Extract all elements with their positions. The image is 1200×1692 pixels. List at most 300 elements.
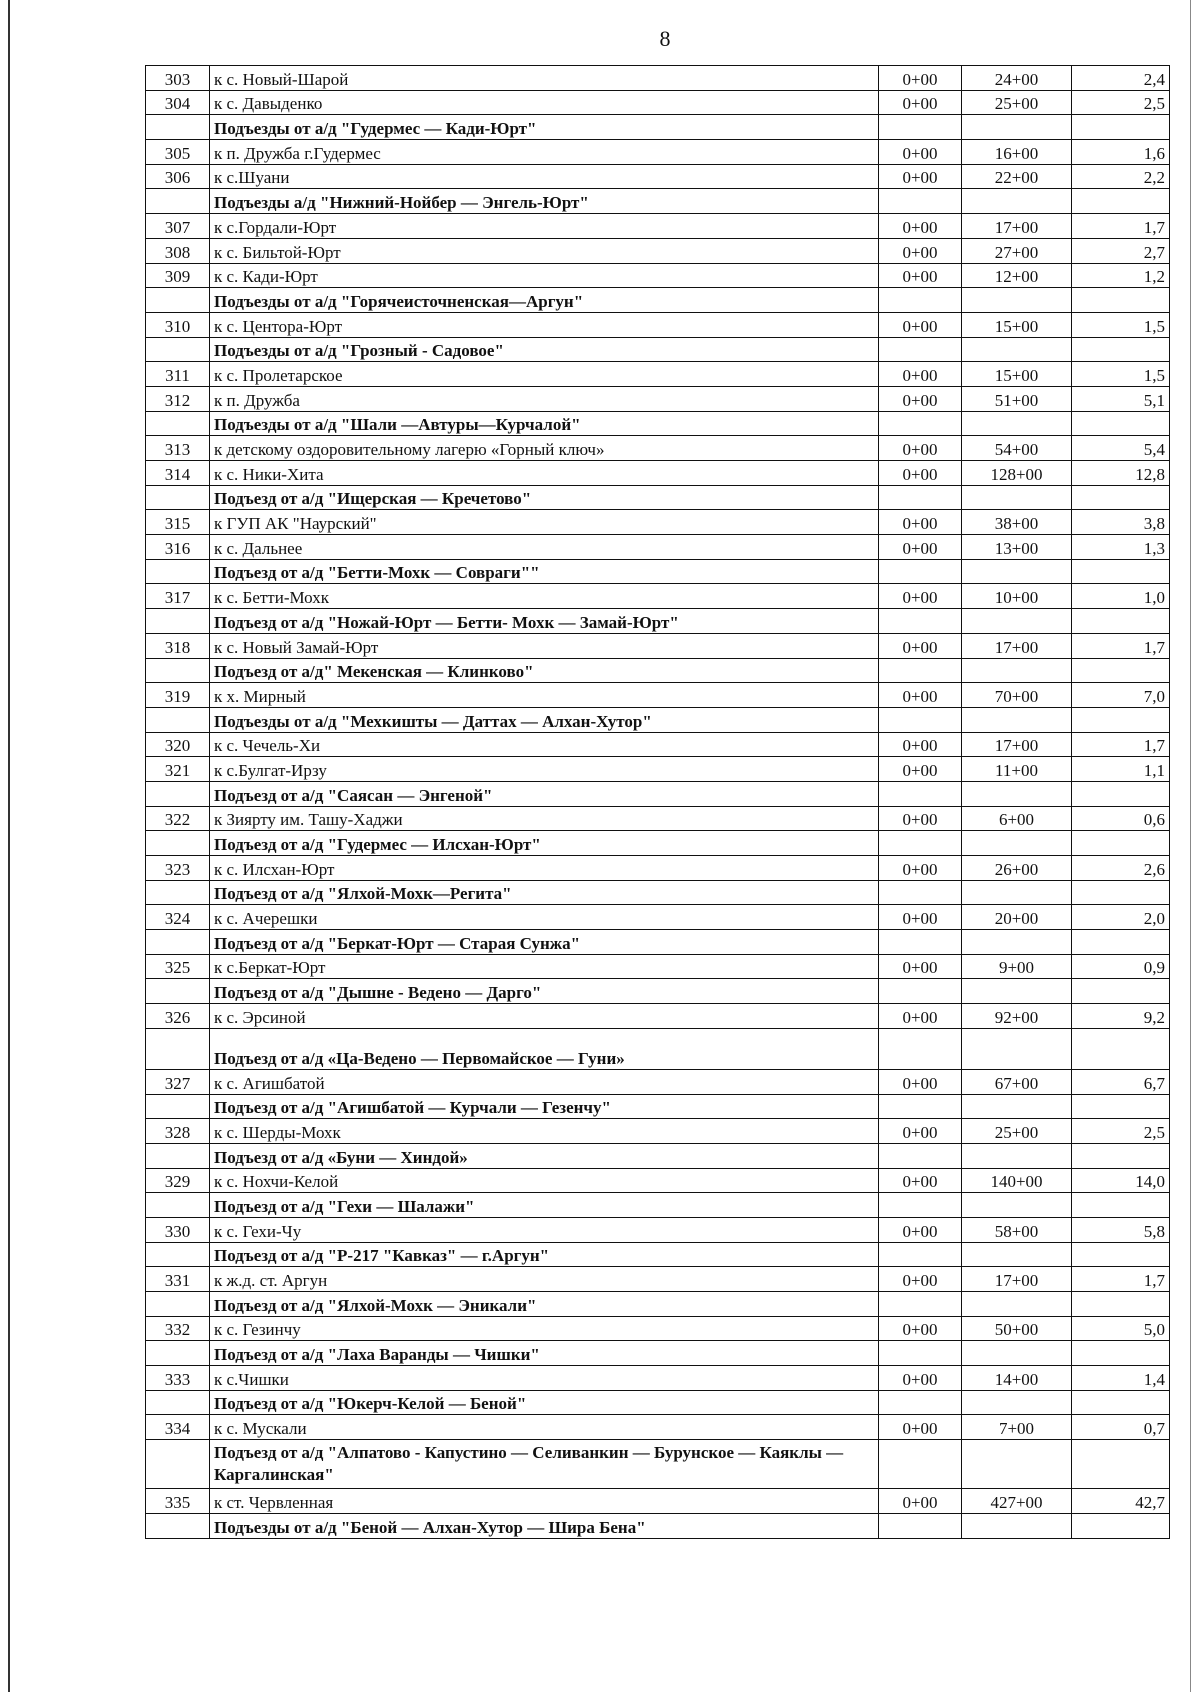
table-row: [146, 436, 1170, 461]
road-name-cell: Подъезд от а/д «Буни — Хиндой»: [210, 1143, 879, 1168]
road-number-cell: [146, 707, 210, 732]
road-name-cell: Подъезд от а/д "Ножай-Юрт — Бетти- Мохк — Замай-Юрт": [210, 609, 879, 634]
length-cell: 5,4: [1072, 436, 1170, 461]
road-number-cell: 306: [146, 164, 210, 189]
road-name-cell: к с.Шуани: [210, 164, 879, 189]
section-header-row: [146, 979, 1170, 1004]
start-km-cell: 0+00: [879, 683, 962, 708]
end-km-cell: 6+00: [962, 806, 1072, 831]
road-name-cell: к с. Гехи-Чу: [210, 1217, 879, 1242]
table-row: [146, 1366, 1170, 1391]
road-name-cell: Подъезд от а/д "Саясан — Энгеной": [210, 781, 879, 806]
length-cell: [1072, 609, 1170, 634]
end-km-cell: 10+00: [962, 584, 1072, 609]
start-km-cell: 0+00: [879, 362, 962, 387]
length-cell: 6,7: [1072, 1069, 1170, 1094]
end-km-cell: [962, 707, 1072, 732]
start-km-cell: [879, 485, 962, 510]
end-km-cell: [962, 1513, 1072, 1538]
length-cell: 9,2: [1072, 1004, 1170, 1029]
start-km-cell: [879, 1390, 962, 1415]
end-km-cell: 58+00: [962, 1217, 1072, 1242]
road-number-cell: 317: [146, 584, 210, 609]
length-cell: 1,4: [1072, 1366, 1170, 1391]
table-row: [146, 757, 1170, 782]
start-km-cell: [879, 1440, 962, 1489]
road-number-cell: [146, 115, 210, 140]
length-cell: 1,5: [1072, 312, 1170, 337]
road-name-cell: к ст. Червленная: [210, 1489, 879, 1514]
table-row: [146, 238, 1170, 263]
start-km-cell: 0+00: [879, 140, 962, 165]
table-row: [146, 683, 1170, 708]
section-header-row: [146, 485, 1170, 510]
road-number-cell: 329: [146, 1168, 210, 1193]
road-name-cell: к детскому оздоровительному лагерю «Горный ключ»: [210, 436, 879, 461]
end-km-cell: [962, 288, 1072, 313]
length-cell: 2,2: [1072, 164, 1170, 189]
road-name-cell: Подъезд от а/д "Гехи — Шалажи": [210, 1193, 879, 1218]
end-km-cell: [962, 1242, 1072, 1267]
road-number-cell: 303: [146, 66, 210, 91]
road-number-cell: 326: [146, 1004, 210, 1029]
start-km-cell: 0+00: [879, 312, 962, 337]
road-number-cell: 319: [146, 683, 210, 708]
road-number-cell: [146, 1513, 210, 1538]
start-km-cell: 0+00: [879, 1168, 962, 1193]
table-row: [146, 806, 1170, 831]
table-row: [146, 1217, 1170, 1242]
table-row: [146, 312, 1170, 337]
section-header-row: [146, 189, 1170, 214]
length-cell: [1072, 1292, 1170, 1317]
scan-right-edge: [1190, 0, 1191, 1692]
road-name-cell: Подъезды от а/д "Горячеисточненская—Аргун": [210, 288, 879, 313]
start-km-cell: [879, 1193, 962, 1218]
end-km-cell: 427+00: [962, 1489, 1072, 1514]
end-km-cell: 128+00: [962, 461, 1072, 486]
table-row: [146, 535, 1170, 560]
road-name-cell: к с. Новый-Шарой: [210, 66, 879, 91]
road-number-cell: 315: [146, 510, 210, 535]
end-km-cell: [962, 880, 1072, 905]
start-km-cell: [879, 288, 962, 313]
start-km-cell: 0+00: [879, 1489, 962, 1514]
length-cell: 1,7: [1072, 214, 1170, 239]
road-name-cell: к ГУП АК "Наурский": [210, 510, 879, 535]
end-km-cell: 13+00: [962, 535, 1072, 560]
road-number-cell: [146, 1094, 210, 1119]
road-number-cell: 325: [146, 954, 210, 979]
length-cell: 0,7: [1072, 1415, 1170, 1440]
road-number-cell: 328: [146, 1119, 210, 1144]
end-km-cell: [962, 1028, 1072, 1069]
road-number-cell: 332: [146, 1316, 210, 1341]
road-number-cell: [146, 337, 210, 362]
length-cell: 1,7: [1072, 1267, 1170, 1292]
road-name-cell: к с.Чишки: [210, 1366, 879, 1391]
road-name-cell: к с. Новый Замай-Юрт: [210, 633, 879, 658]
start-km-cell: [879, 115, 962, 140]
road-name-cell: к с.Гордали-Юрт: [210, 214, 879, 239]
length-cell: 2,6: [1072, 856, 1170, 881]
road-number-cell: [146, 1341, 210, 1366]
start-km-cell: [879, 658, 962, 683]
length-cell: 12,8: [1072, 461, 1170, 486]
start-km-cell: 0+00: [879, 954, 962, 979]
road-number-cell: [146, 485, 210, 510]
table-row: [146, 362, 1170, 387]
start-km-cell: [879, 1143, 962, 1168]
table-row: [146, 856, 1170, 881]
table-row: [146, 1119, 1170, 1144]
road-name-cell: Подъезд от а/д "Алпатово - Капустино — Селиванкин — Бурунское — Каяклы — Каргалинская": [210, 1440, 879, 1489]
start-km-cell: [879, 831, 962, 856]
section-header-row: [146, 1143, 1170, 1168]
length-cell: 0,9: [1072, 954, 1170, 979]
start-km-cell: 0+00: [879, 238, 962, 263]
road-number-cell: [146, 559, 210, 584]
road-number-cell: [146, 831, 210, 856]
road-name-cell: к с. Пролетарское: [210, 362, 879, 387]
end-km-cell: 27+00: [962, 238, 1072, 263]
scan-left-edge: [8, 0, 10, 1692]
road-name-cell: Подъезд от а/д "Ялхой-Мохк—Регита": [210, 880, 879, 905]
end-km-cell: [962, 1440, 1072, 1489]
table-row: [146, 633, 1170, 658]
start-km-cell: 0+00: [879, 1217, 962, 1242]
road-number-cell: 312: [146, 386, 210, 411]
road-number-cell: 314: [146, 461, 210, 486]
road-name-cell: Подъезды от а/д "Мехкишты — Даттах — Алхан-Хутор": [210, 707, 879, 732]
road-name-cell: к с. Центора-Юрт: [210, 312, 879, 337]
length-cell: 5,8: [1072, 1217, 1170, 1242]
start-km-cell: 0+00: [879, 1004, 962, 1029]
end-km-cell: [962, 1390, 1072, 1415]
road-number-cell: [146, 1028, 210, 1069]
start-km-cell: [879, 1094, 962, 1119]
end-km-cell: 15+00: [962, 312, 1072, 337]
section-header-row: [146, 1028, 1170, 1069]
section-header-row: [146, 115, 1170, 140]
section-header-row: [146, 880, 1170, 905]
length-cell: 3,8: [1072, 510, 1170, 535]
section-header-row: [146, 288, 1170, 313]
end-km-cell: 14+00: [962, 1366, 1072, 1391]
end-km-cell: [962, 1143, 1072, 1168]
length-cell: [1072, 1390, 1170, 1415]
length-cell: [1072, 979, 1170, 1004]
end-km-cell: 140+00: [962, 1168, 1072, 1193]
end-km-cell: 17+00: [962, 633, 1072, 658]
end-km-cell: 15+00: [962, 362, 1072, 387]
road-number-cell: 308: [146, 238, 210, 263]
road-name-cell: Подъезды а/д "Нижний-Нойбер — Энгель-Юрт": [210, 189, 879, 214]
page-number: 8: [659, 26, 671, 51]
end-km-cell: 9+00: [962, 954, 1072, 979]
road-number-cell: [146, 1143, 210, 1168]
road-number-cell: [146, 189, 210, 214]
end-km-cell: 11+00: [962, 757, 1072, 782]
start-km-cell: 0+00: [879, 1119, 962, 1144]
section-header-row: [146, 1440, 1170, 1489]
road-number-cell: [146, 1390, 210, 1415]
length-cell: [1072, 1094, 1170, 1119]
road-name-cell: Подъезд от а/д "Р-217 "Кавказ" — г.Аргун": [210, 1242, 879, 1267]
length-cell: 1,3: [1072, 535, 1170, 560]
length-cell: 1,7: [1072, 732, 1170, 757]
length-cell: [1072, 707, 1170, 732]
length-cell: 1,6: [1072, 140, 1170, 165]
section-header-row: [146, 1094, 1170, 1119]
length-cell: 14,0: [1072, 1168, 1170, 1193]
start-km-cell: 0+00: [879, 1415, 962, 1440]
section-header-row: [146, 1292, 1170, 1317]
end-km-cell: 16+00: [962, 140, 1072, 165]
road-number-cell: 330: [146, 1217, 210, 1242]
start-km-cell: [879, 930, 962, 955]
length-cell: [1072, 1193, 1170, 1218]
road-name-cell: к с. Дальнее: [210, 535, 879, 560]
end-km-cell: 12+00: [962, 263, 1072, 288]
end-km-cell: [962, 485, 1072, 510]
road-name-cell: Подъезд от а/д "Лаха Варанды — Чишки": [210, 1341, 879, 1366]
start-km-cell: 0+00: [879, 263, 962, 288]
length-cell: 2,7: [1072, 238, 1170, 263]
section-header-row: [146, 781, 1170, 806]
road-number-cell: 320: [146, 732, 210, 757]
road-name-cell: Подъезд от а/д "Беркат-Юрт — Старая Сунжа": [210, 930, 879, 955]
road-name-cell: Подъезды от а/д "Гудермес — Кади-Юрт": [210, 115, 879, 140]
start-km-cell: [879, 880, 962, 905]
section-header-row: [146, 831, 1170, 856]
end-km-cell: [962, 1292, 1072, 1317]
length-cell: [1072, 1028, 1170, 1069]
end-km-cell: [962, 781, 1072, 806]
start-km-cell: 0+00: [879, 806, 962, 831]
start-km-cell: 0+00: [879, 535, 962, 560]
length-cell: [1072, 288, 1170, 313]
length-cell: [1072, 337, 1170, 362]
table-row: [146, 732, 1170, 757]
length-cell: 1,2: [1072, 263, 1170, 288]
road-name-cell: к с. Гезинчу: [210, 1316, 879, 1341]
table-row: [146, 164, 1170, 189]
road-number-cell: 333: [146, 1366, 210, 1391]
table-row: [146, 1415, 1170, 1440]
road-number-cell: [146, 1440, 210, 1489]
length-cell: 2,5: [1072, 90, 1170, 115]
road-name-cell: Подъезд от а/д "Дышне - Ведено — Дарго": [210, 979, 879, 1004]
table-row: [146, 140, 1170, 165]
end-km-cell: [962, 930, 1072, 955]
length-cell: 5,0: [1072, 1316, 1170, 1341]
start-km-cell: 0+00: [879, 856, 962, 881]
road-number-cell: [146, 1193, 210, 1218]
end-km-cell: 22+00: [962, 164, 1072, 189]
table-row: [146, 66, 1170, 91]
road-name-cell: к п. Дружба: [210, 386, 879, 411]
section-header-row: [146, 1390, 1170, 1415]
length-cell: 1,7: [1072, 633, 1170, 658]
road-number-cell: [146, 979, 210, 1004]
end-km-cell: 17+00: [962, 1267, 1072, 1292]
section-header-row: [146, 1341, 1170, 1366]
road-name-cell: Подъезд от а/д "Юкерч-Келой — Беной": [210, 1390, 879, 1415]
road-name-cell: Подъезды от а/д "Грозный - Садовое": [210, 337, 879, 362]
length-cell: [1072, 559, 1170, 584]
table-row: [146, 510, 1170, 535]
road-number-cell: [146, 411, 210, 436]
road-name-cell: Подъезд от а/д" Мекенская — Клинково": [210, 658, 879, 683]
table-row: [146, 584, 1170, 609]
table-row: [146, 386, 1170, 411]
road-number-cell: 311: [146, 362, 210, 387]
length-cell: 2,4: [1072, 66, 1170, 91]
length-cell: [1072, 485, 1170, 510]
road-number-cell: [146, 1242, 210, 1267]
length-cell: [1072, 880, 1170, 905]
table-row: [146, 1069, 1170, 1094]
end-km-cell: [962, 559, 1072, 584]
end-km-cell: [962, 1341, 1072, 1366]
road-number-cell: 322: [146, 806, 210, 831]
start-km-cell: 0+00: [879, 905, 962, 930]
end-km-cell: 24+00: [962, 66, 1072, 91]
start-km-cell: 0+00: [879, 461, 962, 486]
start-km-cell: [879, 189, 962, 214]
start-km-cell: [879, 1513, 962, 1538]
road-number-cell: 307: [146, 214, 210, 239]
length-cell: 2,5: [1072, 1119, 1170, 1144]
length-cell: [1072, 831, 1170, 856]
road-number-cell: 327: [146, 1069, 210, 1094]
length-cell: 2,0: [1072, 905, 1170, 930]
start-km-cell: [879, 707, 962, 732]
start-km-cell: 0+00: [879, 386, 962, 411]
table-row: [146, 954, 1170, 979]
end-km-cell: [962, 1094, 1072, 1119]
end-km-cell: 51+00: [962, 386, 1072, 411]
table-row: [146, 461, 1170, 486]
table-row: [146, 90, 1170, 115]
road-name-cell: к с. Кади-Юрт: [210, 263, 879, 288]
road-name-cell: к с. Илсхан-Юрт: [210, 856, 879, 881]
end-km-cell: 38+00: [962, 510, 1072, 535]
start-km-cell: 0+00: [879, 1366, 962, 1391]
start-km-cell: 0+00: [879, 1069, 962, 1094]
end-km-cell: [962, 411, 1072, 436]
table-row: [146, 1267, 1170, 1292]
start-km-cell: 0+00: [879, 164, 962, 189]
end-km-cell: 17+00: [962, 732, 1072, 757]
length-cell: [1072, 1513, 1170, 1538]
road-number-cell: 309: [146, 263, 210, 288]
end-km-cell: 67+00: [962, 1069, 1072, 1094]
road-number-cell: 334: [146, 1415, 210, 1440]
end-km-cell: 25+00: [962, 1119, 1072, 1144]
road-number-cell: 331: [146, 1267, 210, 1292]
end-km-cell: 7+00: [962, 1415, 1072, 1440]
length-cell: [1072, 781, 1170, 806]
road-number-cell: [146, 880, 210, 905]
end-km-cell: [962, 979, 1072, 1004]
length-cell: [1072, 930, 1170, 955]
length-cell: [1072, 1440, 1170, 1489]
road-name-cell: к с. Ники-Хита: [210, 461, 879, 486]
section-header-row: [146, 559, 1170, 584]
section-header-row: [146, 609, 1170, 634]
length-cell: 42,7: [1072, 1489, 1170, 1514]
table-row: [146, 1168, 1170, 1193]
table-row: [146, 1004, 1170, 1029]
road-name-cell: Подъезд от а/д «Ца-Ведено — Первомайское — Гуни»: [210, 1028, 879, 1069]
road-name-cell: к с. Агишбатой: [210, 1069, 879, 1094]
start-km-cell: [879, 411, 962, 436]
length-cell: [1072, 115, 1170, 140]
table-row: [146, 1489, 1170, 1514]
road-name-cell: Подъезд от а/д "Гудермес — Илсхан-Юрт": [210, 831, 879, 856]
length-cell: [1072, 189, 1170, 214]
road-number-cell: [146, 781, 210, 806]
section-header-row: [146, 658, 1170, 683]
end-km-cell: [962, 1193, 1072, 1218]
start-km-cell: 0+00: [879, 510, 962, 535]
road-number-cell: [146, 288, 210, 313]
road-number-cell: 321: [146, 757, 210, 782]
table-row: [146, 905, 1170, 930]
start-km-cell: [879, 1028, 962, 1069]
end-km-cell: 25+00: [962, 90, 1072, 115]
table-row: [146, 214, 1170, 239]
start-km-cell: [879, 337, 962, 362]
length-cell: [1072, 1341, 1170, 1366]
start-km-cell: 0+00: [879, 1316, 962, 1341]
road-name-cell: к с. Бильтой-Юрт: [210, 238, 879, 263]
end-km-cell: 50+00: [962, 1316, 1072, 1341]
end-km-cell: 92+00: [962, 1004, 1072, 1029]
road-number-cell: 305: [146, 140, 210, 165]
road-name-cell: Подъезд от а/д "Агишбатой — Курчали — Гезенчу": [210, 1094, 879, 1119]
end-km-cell: [962, 115, 1072, 140]
start-km-cell: [879, 559, 962, 584]
start-km-cell: 0+00: [879, 757, 962, 782]
end-km-cell: [962, 189, 1072, 214]
length-cell: 0,6: [1072, 806, 1170, 831]
section-header-row: [146, 930, 1170, 955]
start-km-cell: [879, 979, 962, 1004]
road-name-cell: Подъезды от а/д "Шали —Автуры—Курчалой": [210, 411, 879, 436]
section-header-row: [146, 1193, 1170, 1218]
length-cell: 5,1: [1072, 386, 1170, 411]
start-km-cell: [879, 1242, 962, 1267]
road-number-cell: 324: [146, 905, 210, 930]
road-number-cell: 313: [146, 436, 210, 461]
road-name-cell: к с. Чечель-Хи: [210, 732, 879, 757]
road-number-cell: 310: [146, 312, 210, 337]
road-number-cell: 304: [146, 90, 210, 115]
section-header-row: [146, 1242, 1170, 1267]
length-cell: 1,0: [1072, 584, 1170, 609]
length-cell: [1072, 658, 1170, 683]
end-km-cell: 26+00: [962, 856, 1072, 881]
table-row: [146, 1316, 1170, 1341]
road-name-cell: Подъезд от а/д "Бетти-Мохк — Совраги"": [210, 559, 879, 584]
start-km-cell: 0+00: [879, 90, 962, 115]
road-name-cell: к с. Ачерешки: [210, 905, 879, 930]
road-name-cell: к ж.д. ст. Аргун: [210, 1267, 879, 1292]
road-name-cell: к х. Мирный: [210, 683, 879, 708]
